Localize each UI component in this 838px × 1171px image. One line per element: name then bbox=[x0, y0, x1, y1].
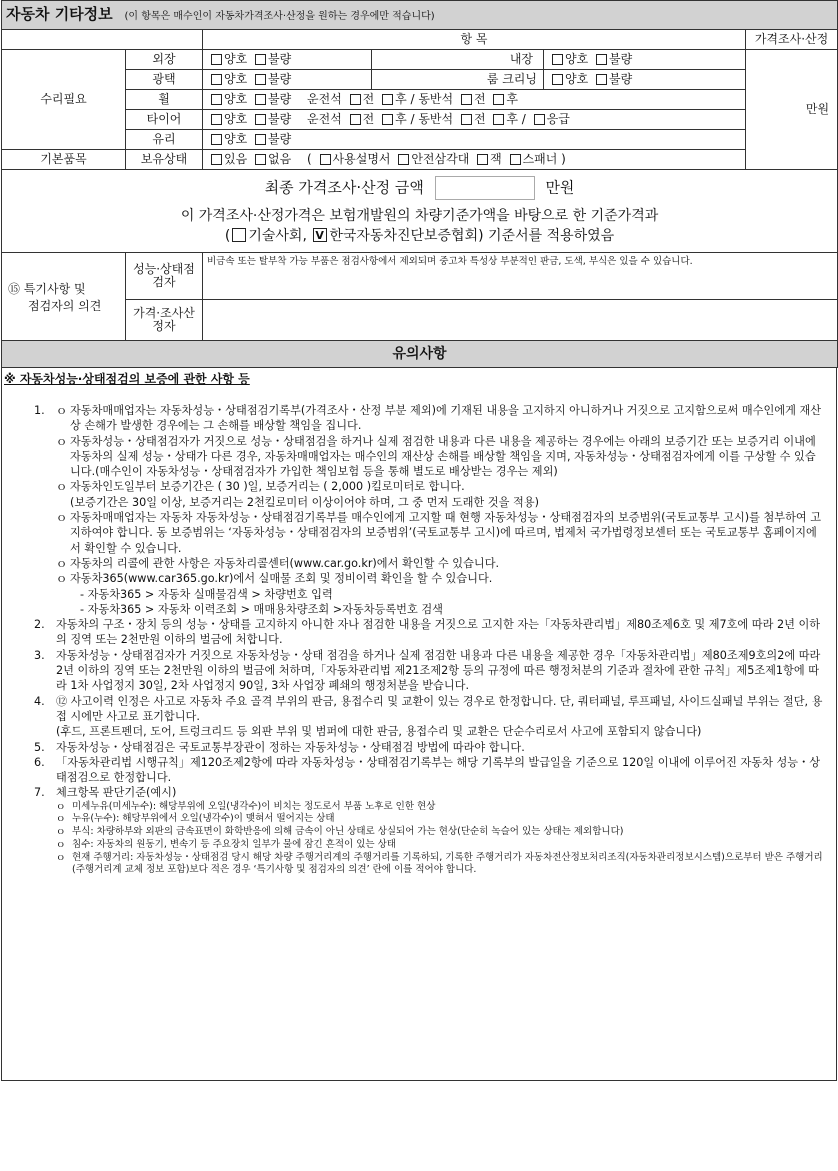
basic-have-checkbox[interactable] bbox=[211, 154, 222, 165]
notice-body bbox=[1, 368, 837, 1081]
notice-section-title: ※ 자동차성능·상태점검의 보증에 관한 사항 등 bbox=[4, 372, 250, 386]
gloss-label: 광택 bbox=[126, 70, 203, 90]
exterior-label: 외장 bbox=[126, 50, 203, 70]
tire-bad-checkbox[interactable] bbox=[255, 114, 266, 125]
triangle-checkbox[interactable] bbox=[398, 154, 409, 165]
notice-item-6: 6. 「자동차관리법 시행규칙」제120조제2항에 따라 자동차성능・상태점검기록부는 해당 기록부의 발급일을 기준으로 120일 이내에 이루어진 자동차 성능・상태점검으로 한정합니다. bbox=[34, 755, 821, 785]
room-cleaning-label: 룸 크리닝 bbox=[372, 70, 544, 90]
jack-checkbox[interactable] bbox=[477, 154, 488, 165]
vehicle-other-info-page bbox=[1, 0, 837, 1081]
glass-good-checkbox[interactable] bbox=[211, 134, 222, 145]
tire-driver-rear-checkbox[interactable] bbox=[382, 114, 393, 125]
wheel-options: 양호 불량 운전석 전 후 / 동반석 전 후 bbox=[203, 90, 746, 110]
tire-options: 양호 불량 운전석 전 후 / 동반석 전 후 / 응급 bbox=[203, 110, 746, 130]
notice-item-4: 4. ⑫ 사고이력 인정은 사고로 자동차 주요 골격 부위의 판금, 용접수리 및 교환이 있는 경우로 한정합니다. 단, 쿼터패널, 루프패널, 사이드실패널 부위는 절단, 용접 시에만 사고로 표기합니다. (후드, 프론트펜더, 도어, 트렁크리드 등 외판 부위 및 범퍼에 대한 판금, 용접수리 및 교환은 단순수리로서 사고에 포함되지 않습니다) bbox=[34, 694, 823, 739]
room-good-checkbox[interactable] bbox=[552, 74, 563, 85]
final-price-label: 최종 가격조사·산정 금액 bbox=[264, 178, 424, 197]
items-header: 항 목 bbox=[203, 30, 746, 50]
final-price-unit: 만원 bbox=[545, 178, 575, 197]
interior-bad-checkbox[interactable] bbox=[596, 54, 607, 65]
glass-options: 양호 불량 bbox=[203, 130, 746, 150]
inspector-label: 성능·상태점검자 bbox=[126, 253, 203, 300]
tire-good-checkbox[interactable] bbox=[211, 114, 222, 125]
notice-item-5: 5. 자동차성능・상태점검은 국토교통부장관이 정하는 자동차성능・상태점검 방법에 따라야 합니다. bbox=[34, 740, 525, 754]
exterior-options: 양호 불량 bbox=[203, 50, 372, 70]
pricer-opinion[interactable] bbox=[203, 300, 838, 341]
exterior-good-checkbox[interactable] bbox=[211, 54, 222, 65]
wheel-label: 휠 bbox=[126, 90, 203, 110]
final-price-input[interactable] bbox=[435, 176, 535, 200]
tire-passenger-rear-checkbox[interactable] bbox=[493, 114, 504, 125]
basic-none-checkbox[interactable] bbox=[255, 154, 266, 165]
notice-item-3: 3. 자동차성능・상태점검자가 거짓으로 자동차성능・상태 점검을 하거나 실제 점검한 내용과 다른 내용을 제공한 경우「자동차관리법」제80조제9호의2에 따라 2년 이하의 징역 또는 2천만원 이하의 벌금에 처하며,「자동차관리법 제21조제2항 등의 규정에 따른 행정처분의 기준과 절차에 관한 규칙」제5조제1항에 따라 1차 사업정지 30일, 2차 사업정지 90일, 3차 사업장 폐쇄의 행정처분을 받습니다. bbox=[34, 648, 821, 693]
notice-list bbox=[4, 403, 832, 877]
interior-options: 양호 불량 bbox=[544, 50, 746, 70]
notice-item-2: 2. 자동차의 구조・장치 등의 성능・상태를 고지하지 아니한 자나 점검한 내용을 거짓으로 고지한 자는「자동차관리법」제80조제6호 및 제7호에 따라 2년 이하의 징역 또는 2천만원 이하의 벌금에 처합니다. bbox=[34, 618, 821, 647]
wheel-bad-checkbox[interactable] bbox=[255, 94, 266, 105]
pricer-label: 가격·조사산정자 bbox=[126, 300, 203, 341]
final-basis-text: 이 가격조사·산정가격은 보험개발원의 차량기준가액을 바탕으로 한 기준가격과 bbox=[180, 208, 659, 224]
final-standard-line: ( 기술사회, V 한국자동차진단보증협회) 기준서를 적용하였음 bbox=[6, 226, 833, 246]
basic-items-options: 있음 없음 ( 사용설명서 안전삼각대 잭 스패너 ) bbox=[203, 150, 746, 170]
section-title: 자동차 기타정보 bbox=[6, 4, 113, 23]
repair-price-cell bbox=[746, 50, 838, 170]
manual-checkbox[interactable] bbox=[320, 154, 331, 165]
section-header bbox=[2, 1, 838, 30]
section-note: (이 항목은 매수인이 자동차가격조사·산정을 원하는 경우에만 적습니다) bbox=[124, 10, 435, 22]
wheel-passenger-rear-checkbox[interactable] bbox=[493, 94, 504, 105]
gloss-options: 양호 불량 bbox=[203, 70, 372, 90]
glass-bad-checkbox[interactable] bbox=[255, 134, 266, 145]
price-header: 가격조사·산정 bbox=[746, 30, 838, 50]
wheel-good-checkbox[interactable] bbox=[211, 94, 222, 105]
other-info-table bbox=[1, 0, 838, 368]
basic-items-label: 기본품목 bbox=[2, 150, 126, 170]
possession-label: 보유상태 bbox=[126, 150, 203, 170]
wheel-driver-rear-checkbox[interactable] bbox=[382, 94, 393, 105]
gloss-bad-checkbox[interactable] bbox=[255, 74, 266, 85]
glass-label: 유리 bbox=[126, 130, 203, 150]
notice-item-7: 7. 체크항목 판단기준(예시) ｏ 미세누유(미세누수): 해당부위에 오일(냉각수)이 비치는 정도로서 부품 노후로 인한 현상 ｏ 누유(누수): 해당부위에서 오일(냉각수)이 맺혀서 떨어지는 상태 ｏ 부식: 차량하부와 외판의 금속표면이 화학반응에 의해 금속이 아닌 상태로 상실되어 가는 현상(단순히 녹슬어 있는 상태는 제외합니다) ｏ 침수: 자동차의 원동기, 변속기 등 주요장치 일부가 물에 잠긴 흔적이 있는 상태 ｏ 현재 주행거리: 자동차성능・상태점검 당시 해당 차량 주행거리계의 주행거리를 기록하되, 기록한 주행거리가 자동차전산정보처리조직(자동차관리정보시스템)으로부터 받은 주행거리(주행거리계 교체 정보 포함)보다 적은 경우 ‘특기사항 및 점검자의 의견’ 란에 이를 적어야 합니다. bbox=[34, 786, 823, 876]
wheel-passenger-front-checkbox[interactable] bbox=[461, 94, 472, 105]
inspector-opinion: 비금속 또는 탈부착 가능 부품은 점검사항에서 제외되며 중고차 특성상 부분적인 판금, 도색, 부식은 있을 수 있습니다. bbox=[203, 253, 838, 300]
tire-emergency-checkbox[interactable] bbox=[534, 114, 545, 125]
gloss-good-checkbox[interactable] bbox=[211, 74, 222, 85]
spanner-checkbox[interactable] bbox=[510, 154, 521, 165]
tire-driver-front-checkbox[interactable] bbox=[350, 114, 361, 125]
final-price-cell bbox=[2, 170, 838, 253]
special-notes-label: ⑮ 특기사항 및 점검자의 의견 bbox=[2, 253, 126, 341]
notice-item-1: 1. ｏ 자동차매매업자는 자동차성능・상태점검기록부(가격조사・산정 부분 제외)에 기재된 내용을 고지하지 아니하거나 거짓으로 고지함으로써 매수인에게 재산상 손해가 발생한 경우에는 그 손해를 배상할 책임을 집니다. ｏ 자동차성능・상태점검자가 거짓으로 성능・상태점검을 하거나 실제 점검한 내용과 다른 내용을 제공하는 경우에는 아래의 보증기간 또는 보증거리 이내에 자동차의 실제 성능・상태가 다른 경우, 자동차매매업자는 매수인의 재산상 손해를 배상할 책임을 지며, 자동차성능・상태점검자에게 이를 구상할 수 있습니다.(매수인이 자동차성능・상태점검자가 가입한 책임보험 등을 통해 별도로 배상받는 경우는 제외) ｏ 자동차인도일부터 보증기간은 ( 30 )일, 보증거리는 ( 2,000 )킬로미터로 합니다. (보증기간은 30일 이상, 보증거리는 2천킬로미터 이상이어야 하며, 그 중 먼저 도래한 것을 적용) ｏ 자동차매매업자는 자동차 자동차성능・상태점검기록부를 매수인에게 고지할 때 현행 자동차성능・상태점검자의 보증범위(국토교통부 고시)를 첨부하여 고지하여야 합니다. 동 보증범위는 ‘자동차성능・상태점검자의 보증범위’(국토교통부 고시)에 따르며, 법제처 국가법령정보센터 또는 국토교통부 홈페이지에서 확인할 수 있습니다. ｏ 자동차의 리콜에 관한 사항은 자동차리콜센터(www.car.go.kr)에서 확인할 수 있습니다. ｏ 자동차365(www.car365.go.kr)에서 실매물 조회 및 정비이력 확인을 할 수 있습니다. - 자동차365 > 자동차 실매물검색 > 차량번호 입력 - 자동차365 > 자동차 이력조회 > 매매용차량조회 >자동차등록번호 검색 bbox=[34, 404, 822, 616]
interior-label: 내장 bbox=[372, 50, 544, 70]
tire-label: 타이어 bbox=[126, 110, 203, 130]
tech-society-checkbox[interactable] bbox=[232, 228, 246, 242]
room-bad-checkbox[interactable] bbox=[596, 74, 607, 85]
repair-label: 수리필요 bbox=[2, 50, 126, 150]
wheel-driver-front-checkbox[interactable] bbox=[350, 94, 361, 105]
room-cleaning-options: 양호 불량 bbox=[544, 70, 746, 90]
notice-title: 유의사항 bbox=[2, 341, 838, 368]
exterior-bad-checkbox[interactable] bbox=[255, 54, 266, 65]
interior-good-checkbox[interactable] bbox=[552, 54, 563, 65]
kadic-checkbox[interactable] bbox=[313, 228, 327, 242]
repair-price-unit: 만원 bbox=[805, 102, 830, 116]
tire-passenger-front-checkbox[interactable] bbox=[461, 114, 472, 125]
